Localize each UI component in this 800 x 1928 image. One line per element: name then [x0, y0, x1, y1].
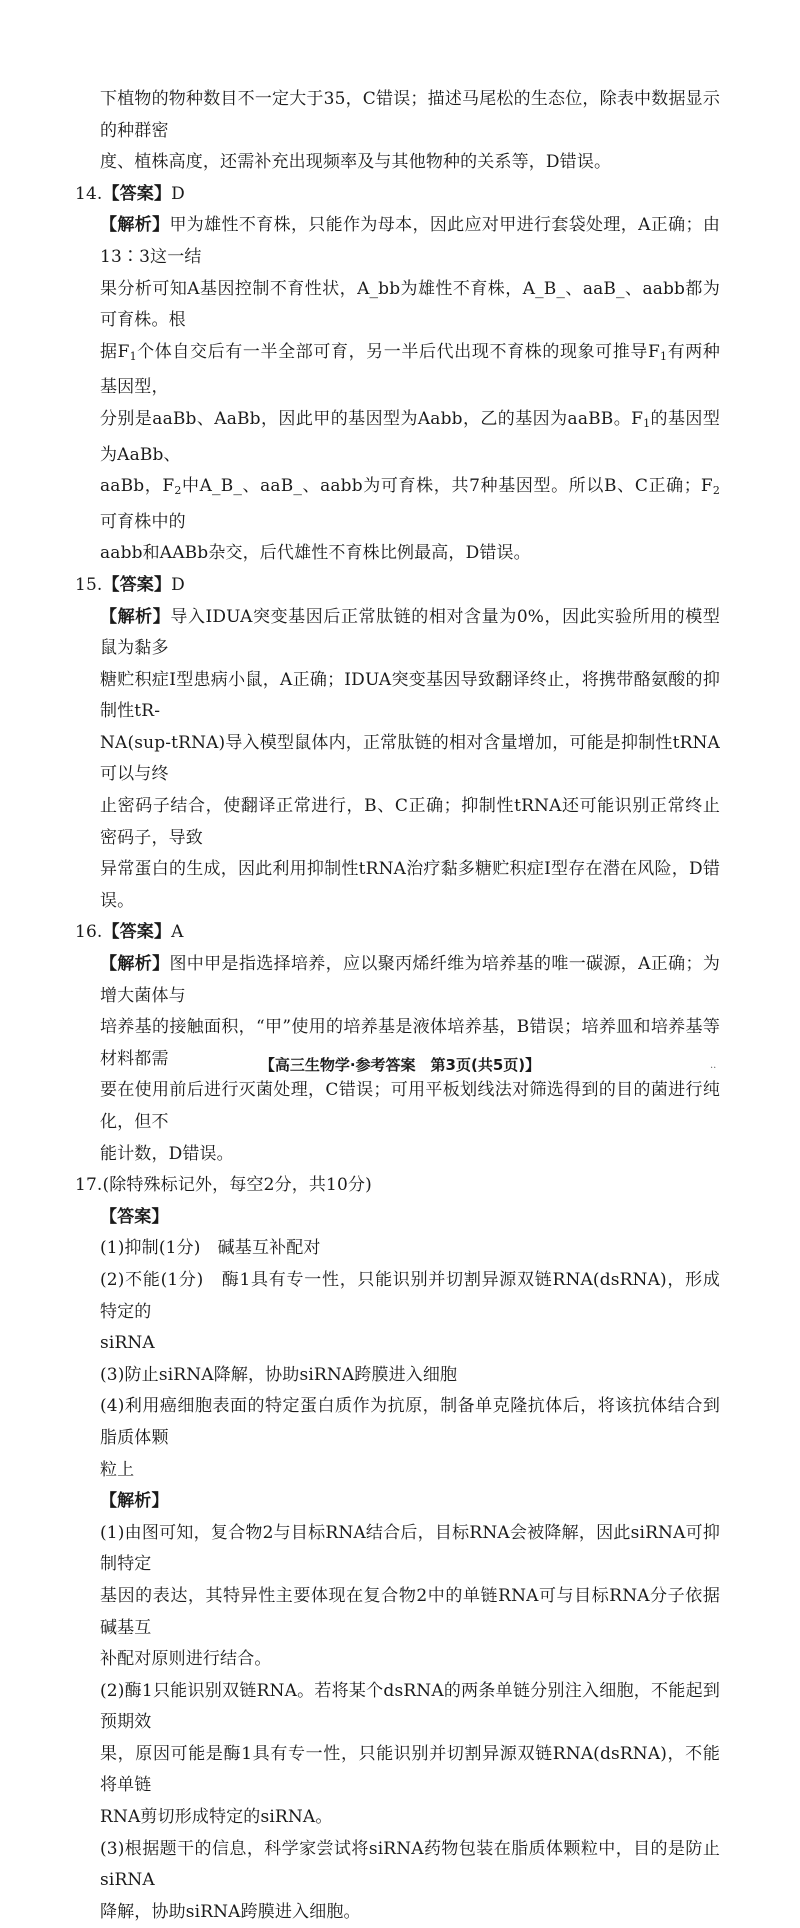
corner-mark: .. — [710, 1060, 717, 1071]
text-line: 糖贮积症Ⅰ型患病小鼠，A正确；IDUA突变基因导致翻译终止，将携带酪氨酸的抑制性tR- — [100, 669, 720, 722]
text-line: 下植物的物种数目不一定大于35，C错误；描述马尾松的生态位，除表中数据显示的种群密 — [100, 89, 720, 141]
q14-analysis: 【解析】甲为雄性不育株，只能作为母本，因此应对甲进行套袋处理，A正确；由13∶3这一结 — [100, 215, 720, 267]
text-line: aaBb，$F_2$中A_B_、aaB_、aabb为可育株，共7种基因型。所以B、C正确；$F_2$可育株中的 — [100, 476, 721, 532]
text-line: (1)抑制(1分) 碱基互补配对 — [100, 1238, 321, 1259]
q14-answer: 14.【答案】D — [75, 183, 185, 204]
text-line: (4)利用癌细胞表面的特定蛋白质作为抗原，制备单克隆抗体后，将该抗体结合到脂质体颗 — [100, 1396, 720, 1448]
text-line: (3)根据题干的信息，科学家尝试将siRNA药物包装在脂质体颗粒中，目的是防止siRNA — [100, 1838, 720, 1891]
text-line: 能计数，D错误。 — [100, 1143, 234, 1164]
q16-answer: 16.【答案】A — [75, 922, 184, 943]
text-line: 据$F_1$个体自交后有一半全部可育，另一半后代出现不育株的现象可推导$F_1$有两种基因型， — [100, 341, 720, 398]
text-line: (3)防止siRNA降解，协助siRNA跨膜进入细胞 — [100, 1364, 458, 1385]
analysis-label: 【解析】 — [100, 606, 171, 627]
text-line: 果分析可知A基因控制不育性状，A_bb为雄性不育株，A_B_、aaB_、aabb都为可育株。根 — [100, 278, 720, 331]
text-line: 基因的表达，其特异性主要体现在复合物2中的单链RNA可与目标RNA分子依据碱基互 — [100, 1585, 720, 1638]
page-footer: 【高三生物学·参考答案 第3页(共5页)】 — [259, 1056, 541, 1074]
text-line: 粒上 — [100, 1459, 135, 1480]
q16-analysis: 【解析】图中甲是指选择培养，应以聚丙烯纤维为培养基的唯一碳源，A正确；为增大菌体与 — [100, 954, 720, 1006]
answer-label: 【答案】 — [100, 1206, 169, 1227]
analysis-label: 【解析】 — [100, 215, 170, 236]
text-line: 异常蛋白的生成，因此利用抑制性tRNA治疗黏多糖贮积症Ⅰ型存在潜在风险，D错误。 — [100, 859, 720, 911]
answer-label: 【答案】 — [102, 183, 172, 204]
answer-label: 【答案】 — [102, 574, 172, 595]
q15-analysis: 【解析】导入IDUA突变基因后正常肽链的相对含量为0%，因此实验所用的模型鼠为黏多 — [100, 606, 720, 659]
text-line: 果，原因可能是酶1具有专一性，只能识别并切割异源双链RNA(dsRNA)，不能将单链 — [100, 1743, 720, 1796]
text-line: aabb和AABb杂交，后代雄性不育株比例最高，D错误。 — [100, 543, 531, 564]
text-line: siRNA — [100, 1333, 155, 1354]
text-line: 要在使用前后进行灭菌处理，C错误；可用平板划线法对筛选得到的目的菌进行纯化，但不 — [100, 1080, 720, 1132]
text-line: 补配对原则进行结合。 — [100, 1649, 272, 1670]
text-line: NA(sup-tRNA)导入模型鼠体内，正常肽链的相对含量增加，可能是抑制性tRNA可以与终 — [100, 732, 720, 785]
text-line: 降解，协助siRNA跨膜进入细胞。 — [100, 1901, 361, 1922]
text-line: RNA剪切形成特定的siRNA。 — [100, 1807, 333, 1828]
text-line: 度、植株高度，还需补充出现频率及与其他物种的关系等，D错误。 — [100, 152, 612, 173]
answer-label: 【答案】 — [102, 922, 172, 943]
text-line: 止密码子结合，使翻译正常进行，B、C正确；抑制性tRNA还可能识别正常终止密码子，导致 — [100, 796, 720, 848]
text-line: 分别是aaBb、AaBb，因此甲的基因型为Aabb，乙的基因为aaBB。$F_1$的基因型为AaBb、 — [100, 408, 720, 465]
text-line: 培养基的接触面积，“甲”使用的培养基是液体培养基，B错误；培养皿和培养基等材料都需 — [100, 1017, 720, 1069]
text-line: (1)由图可知，复合物2与目标RNA结合后，目标RNA会被降解，因此siRNA可抑制特定 — [100, 1522, 720, 1575]
q15-answer: 15.【答案】D — [75, 574, 185, 595]
text-line: (2)酶1只能识别双链RNA。若将某个dsRNA的两条单链分别注入细胞，不能起到预期效 — [100, 1680, 720, 1733]
q17-header: 17.(除特殊标记外，每空2分，共10分) — [75, 1175, 372, 1196]
answer-content — [75, 84, 721, 1928]
text-line: (2)不能(1分) 酶1具有专一性，只能识别并切割异源双链RNA(dsRNA)，形成特定的 — [100, 1269, 720, 1322]
analysis-label: 【解析】 — [100, 1491, 169, 1512]
analysis-label: 【解析】 — [100, 954, 170, 975]
